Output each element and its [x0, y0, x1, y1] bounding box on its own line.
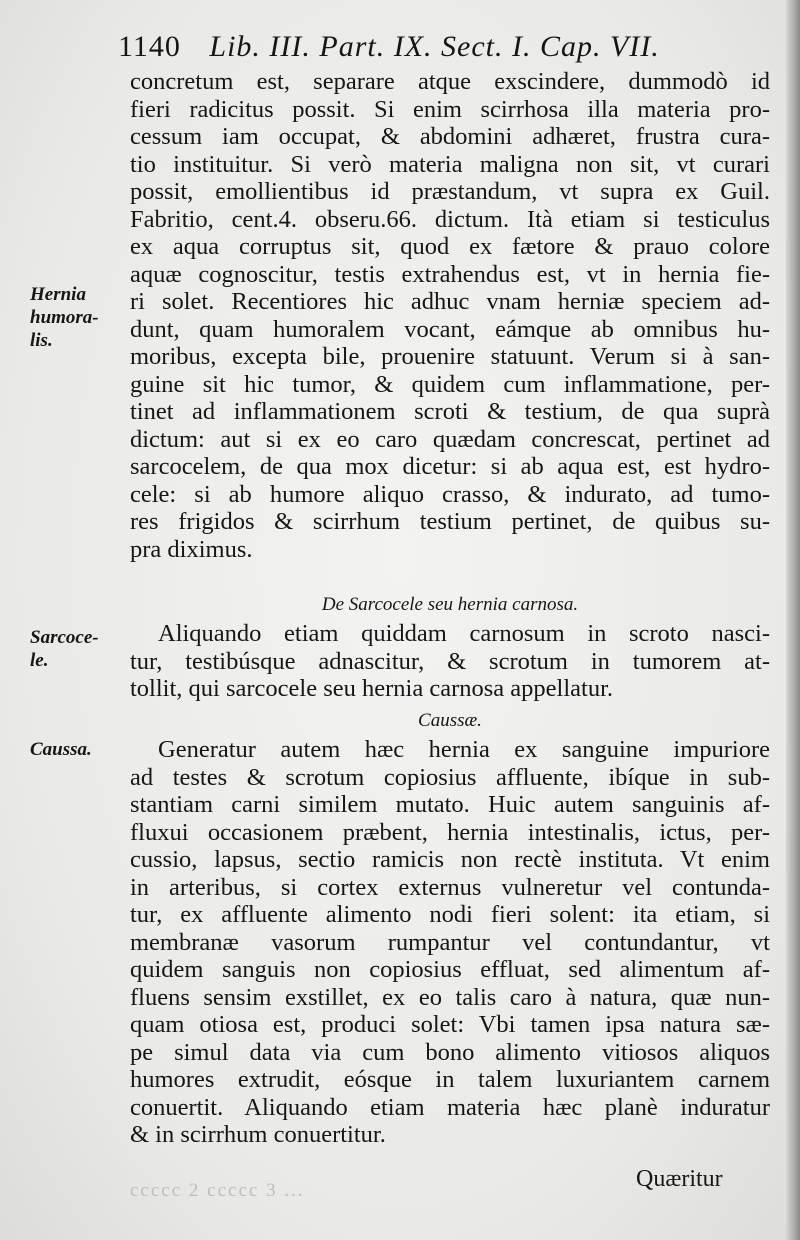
text-line: dunt, quam humoralem vocant, eámque ab omnibus hu-	[130, 315, 770, 343]
running-head-title: Lib. III. Part. IX. Sect. I. Cap. VII.	[209, 30, 660, 63]
text-line: pra diximus.	[130, 535, 253, 563]
text-line: moribus, excepta bile, prouenire statuunt. Verum si à san-	[130, 343, 770, 370]
text-line: cussio, lapsus, sectio ramicis non rectè instituta. Vt enim	[130, 846, 770, 873]
text-line: quidem sanguis non copiosius effluat, sed alimentum af-	[130, 956, 770, 983]
margin-note-hernia-humoralis	[30, 283, 120, 352]
text-line: pe simul data via cum bono alimento vitiosos aliquos	[130, 1038, 770, 1066]
text-line: cessum iam occupat, & abdomini adhæret, frustra cura-	[130, 123, 770, 150]
text-line: possit, emollientibus id præstandum, vt supra ex Guil.	[130, 178, 770, 205]
bleed-through-text: ccccc 2 ccccc 3 ...	[130, 1180, 305, 1201]
text-line: ex aqua corruptus sit, quod ex fætore & prauo colore	[130, 233, 770, 260]
catchword: Quæritur	[636, 1166, 723, 1192]
text-line: fieri radicitus possit. Si enim scirrhosa illa materia pro-	[130, 95, 770, 123]
text-line: sarcocelem, de qua mox dicetur: si ab aqua est, est hydro-	[130, 453, 770, 480]
text-line: concretum est, separare atque exscindere, dummodò id	[130, 68, 770, 95]
text-line: Fabritio, cent.4. obseru.66. dictum. Ità etiam si testiculus	[130, 205, 770, 233]
text-line: fluxui occasionem præbent, hernia intestinalis, ictus, per-	[130, 818, 770, 846]
text-line: ri solet. Recentiores hic adhuc vnam herniæ speciem ad-	[130, 288, 770, 315]
text-line: tollit, qui sarcocele seu hernia carnosa appellatur.	[130, 675, 614, 702]
paragraph-caussae	[130, 736, 770, 1149]
text-line: dictum: aut si ex eo caro quædam concrescat, pertinet ad	[130, 425, 770, 453]
text-line: conuertit. Aliquando etiam materia hæc planè induratur	[130, 1093, 770, 1121]
text-line: res frigidos & scirrhum testium pertinet, de quibus su-	[130, 508, 770, 535]
margin-note-caussa	[30, 738, 120, 761]
text-line: fluens sensim exstillet, ex eo talis caro à natura, quæ nun-	[130, 983, 770, 1011]
margin-note-line: le.	[30, 650, 49, 671]
margin-note-line: lis.	[30, 330, 53, 351]
text-line: aquæ cognoscitur, testis extrahendus est, vt in hernia fie-	[130, 260, 770, 288]
text-line: stantiam carni similem mutato. Huic autem sanguinis af-	[130, 791, 770, 818]
text-line: Generatur autem hæc hernia ex sanguine impuriore	[158, 736, 770, 763]
text-line: in arteribus, si cortex externus vulneretur vel contunda-	[130, 873, 770, 901]
text-line: humores extrudit, eósque in talem luxuriantem carnem	[130, 1066, 770, 1093]
page-gutter-shadow	[786, 0, 800, 1240]
text-line: tur, ex affluente alimento nodi fieri solent: ita etiam, si	[130, 901, 770, 928]
margin-note-line: Hernia	[30, 284, 86, 305]
text-line: tio instituitur. Si verò materia maligna non sit, vt curari	[130, 150, 770, 178]
text-line: Aliquando etiam quiddam carnosum in scroto nasci-	[158, 620, 770, 647]
section-heading-caussae: Caussæ.	[418, 710, 482, 731]
text-line: quam otiosa est, produci solet: Vbi tamen ipsa natura sæ-	[130, 1011, 770, 1038]
running-header	[118, 30, 698, 70]
text-line: & in scirrhum conuertitur.	[130, 1121, 386, 1148]
margin-note-sarcocele	[30, 626, 120, 672]
paragraph-hernia-humoralis	[130, 68, 770, 563]
text-line: cele: si ab humore aliquo crasso, & indurato, ad tumo-	[130, 480, 770, 508]
margin-note-line: Sarcoce-	[30, 627, 99, 648]
text-line: guine sit hic tumor, & quidem cum inflammatione, per-	[130, 370, 770, 398]
text-line: membranæ vasorum rumpantur vel contundantur, vt	[130, 928, 770, 956]
page-number: 1140	[118, 30, 181, 63]
text-line: tinet ad inflammationem scroti & testium, de qua suprà	[130, 398, 770, 425]
paragraph-sarcocele	[130, 620, 770, 703]
margin-note-line: humora-	[30, 307, 99, 328]
text-line: ad testes & scrotum copiosius affluente, ibíque in sub-	[130, 763, 770, 791]
section-heading-sarcocele: De Sarcocele seu hernia carnosa.	[321, 594, 579, 615]
text-line: tur, testibúsque adnascitur, & scrotum in tumorem at-	[130, 647, 770, 675]
margin-note-line: Caussa.	[30, 739, 92, 760]
